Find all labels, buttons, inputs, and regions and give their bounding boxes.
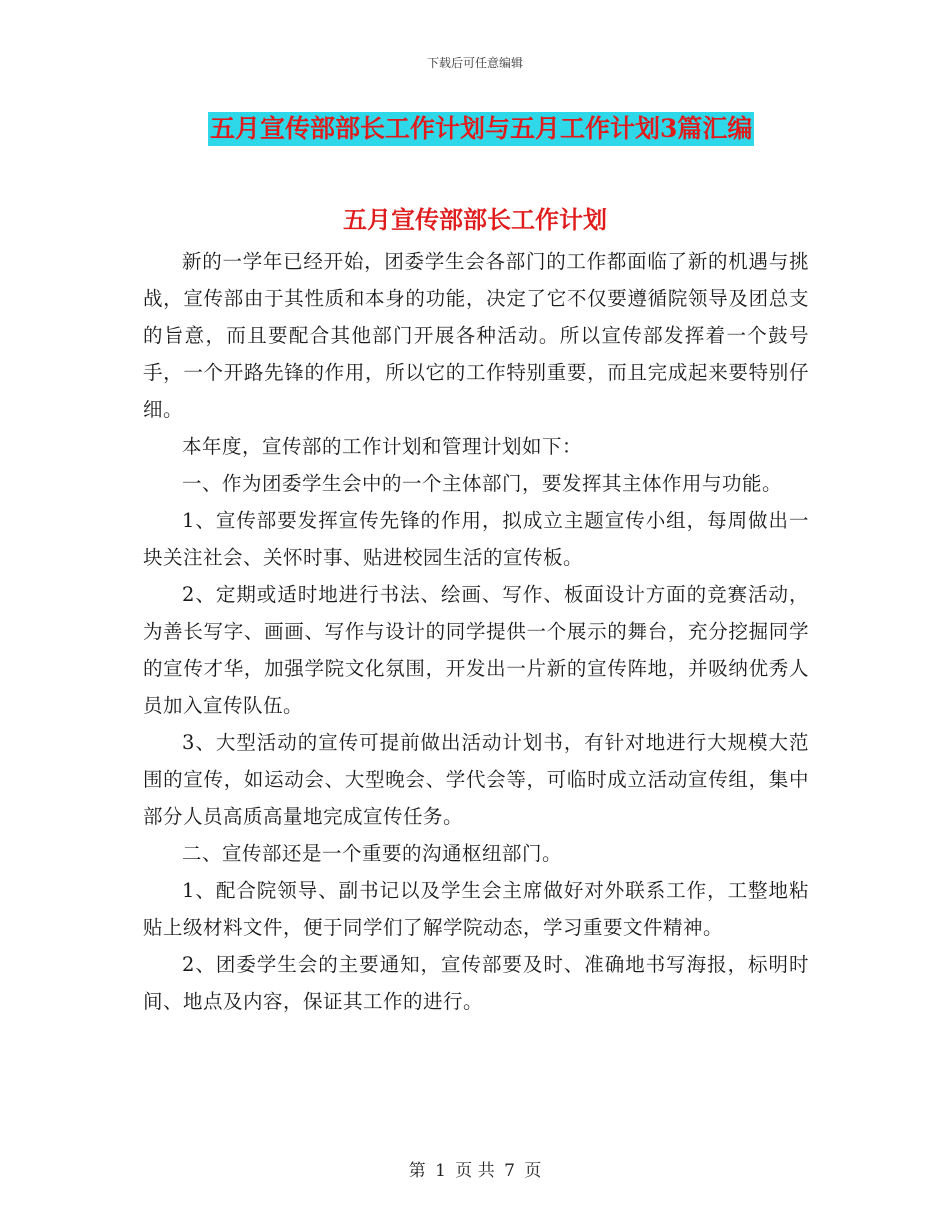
page-footer: [0, 1156, 950, 1181]
footer-middle: 页 共: [455, 1161, 495, 1181]
footer-prefix: 第: [408, 1161, 426, 1181]
paragraph: 新的一学年已经开始，团委学生会各部门的工作都面临了新的机遇与挑战，宣传部由于其性质和本身的功能，决定了它不仅要遵循院领导及团总支的旨意，而且要配合其他部门开展各种活动。所以宣传部发挥着一个鼓号手，一个开路先锋的作用，所以它的工作特别重要，而且完成起来要特别仔细。: [143, 250, 809, 421]
paragraph: 1、配合院领导、副书记以及学生会主席做好对外联系工作，工整地粘贴上级材料文件，便于同学们了解学院动态，学习重要文件精神。: [143, 879, 809, 939]
section-title: 五月宣传部部长工作计划: [343, 205, 607, 234]
paragraph: 1、宣传部要发挥宣传先锋的作用，拟成立主题宣传小组，每周做出一块关注社会、关怀时事、贴进校园生活的宣传板。: [143, 509, 809, 569]
document-title: 五月宣传部部长工作计划与五月工作计划3篇汇编: [208, 112, 754, 146]
footer-page-number: 1: [435, 1161, 446, 1181]
paragraph: 一、作为团委学生会中的一个主体部门，要发挥其主体作用与功能。: [182, 472, 783, 495]
paragraph: 3、大型活动的宣传可提前做出活动计划书，有针对地进行大规模大范围的宣传，如运动会、大型晚会、学代会等，可临时成立活动宣传组，集中部分人员高质高量地完成宣传任务。: [143, 731, 809, 828]
paragraph: 2、团委学生会的主要通知，宣传部要及时、准确地书写海报，标明时间、地点及内容，保证其工作的进行。: [143, 953, 809, 1013]
paragraph: 二、宣传部还是一个重要的沟通枢纽部门。: [182, 842, 563, 865]
paragraph: 本年度，宣传部的工作计划和管理计划如下：: [182, 435, 583, 458]
header-note: 下载后可任意编辑: [426, 56, 523, 70]
footer-total-pages: 7: [504, 1161, 515, 1181]
paragraph: 2、定期或适时地进行书法、绘画、写作、板面设计方面的竞赛活动，为善长写字、画画、写作与设计的同学提供一个展示的舞台，充分挖掘同学的宣传才华，加强学院文化氛围，开发出一片新的宣传阵地，并吸纳优秀人员加入宣传队伍。: [143, 583, 809, 717]
document-body: [143, 243, 809, 1020]
footer-suffix: 页: [524, 1161, 542, 1181]
